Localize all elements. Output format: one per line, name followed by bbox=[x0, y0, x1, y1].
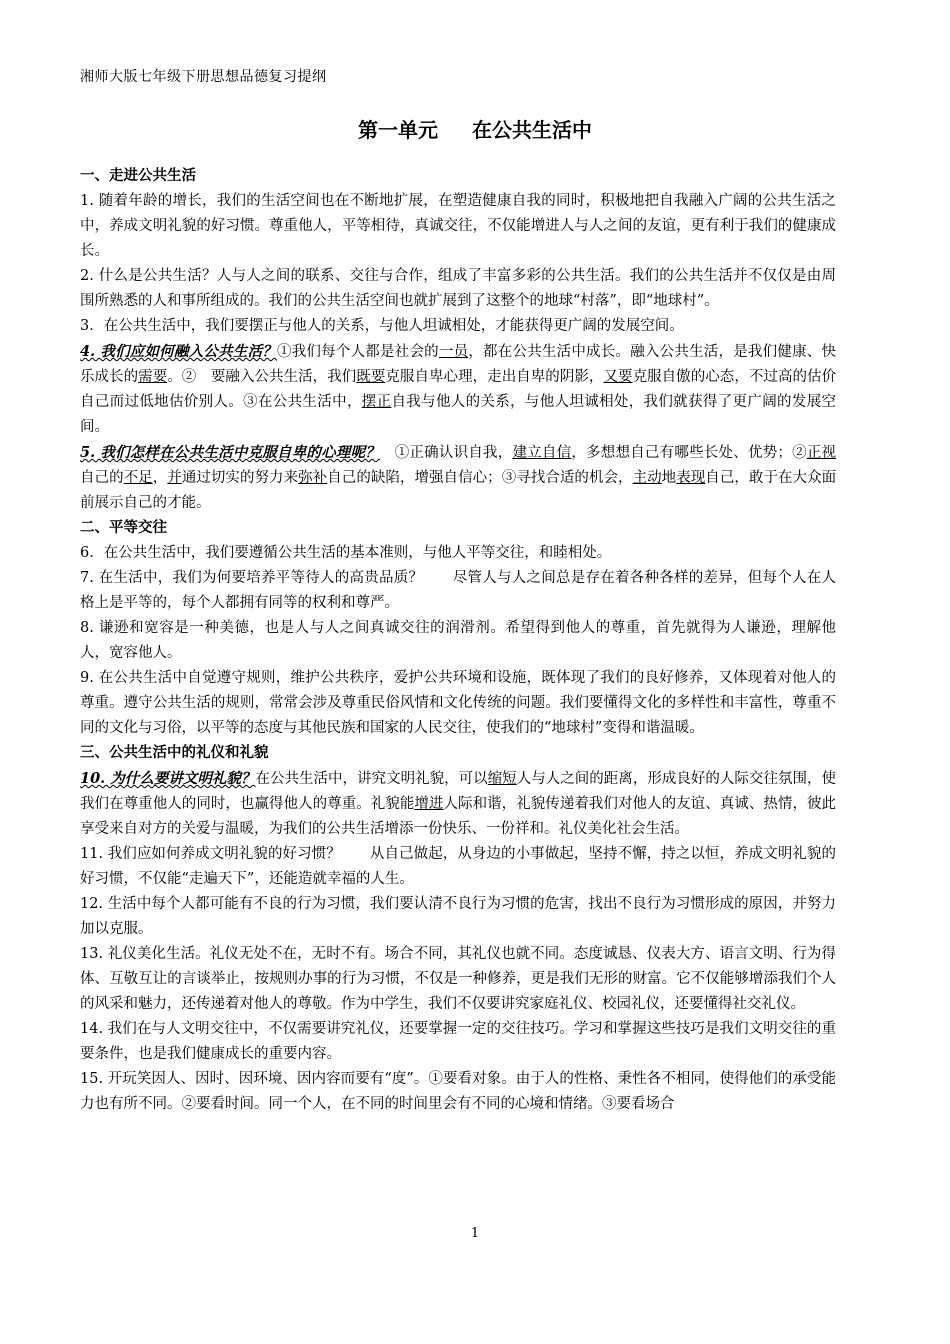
paragraph-9: 9. 在公共生活中自觉遵守规则，维护公共秩序，爱护公共环境和设施，既体现了我们的良好修养，又体现着对他人的尊重。遵守公共生活的规则，常常会涉及尊重民俗风情和文化传统的问题。我们要懂得文化的多样性和丰富性，尊重不同的文化与习俗，以平等的态度与其他民族和国家的人民交往，使我们的“地球村”变得和谐温暖。 bbox=[80, 670, 836, 736]
unit-number: 第一单元 bbox=[358, 118, 438, 142]
keyword: 增进 bbox=[414, 796, 444, 812]
paragraph-1: 1. 随着年龄的增长，我们的生活空间也在不断地扩展，在塑造健康自我的同时，积极地把自我融入广阔的公共生活之中，养成文明礼貌的好习惯。尊重他人，平等相待，真诚交往，不仅能增进人与人之间的友谊，更有利于我们的健康成长。 bbox=[80, 193, 836, 259]
paragraph-4: 4. 我们应如何融入公共生活？①我们每个人都是社会的一员，都在公共生活中成长。融入公共生活，是我们健康、快乐成长的需要。② 要融入公共生活，我们既要克服自卑心理，走出自卑的阴影，又要克服自傲的心态，不过高的估价自己而过低地估价别人。③在公共生活中，摆正自我与他人的关系，与他人坦诚相处，我们就获得了更广阔的发展空间。 bbox=[80, 343, 837, 435]
keyword: 正视 bbox=[806, 445, 837, 461]
keyword: 摆正 bbox=[361, 394, 392, 410]
keyword: 既要 bbox=[356, 369, 386, 385]
unit-name: 在公共生活中 bbox=[472, 118, 592, 142]
paragraph-3: 3．在公共生活中，我们要摆正与他人的关系，与他人坦诚相处，才能获得更广阔的发展空间。 bbox=[80, 318, 684, 334]
paragraph-13: 13. 礼仪美化生活。礼仪无处不在，无时不有。场合不同，其礼仪也就不同。态度诚恳、仪表大方、语言文明、行为得体、互敬互让的言谈举止，按规则办事的行为习惯，不仅是一种修养，更是我们无形的财富。它不仅能够增添我们个人的风采和魅力，还传递着对他人的尊敬。作为中学生，我们不仅要讲究家庭礼仪、校园礼仪，还要懂得社交礼仪。 bbox=[80, 946, 836, 1012]
question-10: 10. 为什么要讲文明礼貌？ bbox=[80, 770, 256, 787]
document-header: 湘师大版七年级下册思想品德复习提纲 bbox=[80, 69, 327, 85]
keyword: 需要 bbox=[138, 369, 168, 385]
keyword: 缩短 bbox=[487, 771, 517, 787]
paragraph-12: 12. 生活中每个人都可能有不良的行为习惯，我们要认清不良行为习惯的危害，找出不良行为习惯形成的原因，并努力加以克服。 bbox=[80, 896, 836, 937]
question-5: 5. 我们怎样在公共生活中克服自卑的心理呢？ bbox=[80, 444, 381, 461]
unit-title bbox=[0, 114, 950, 143]
paragraph-6: 6．在公共生活中，我们要遵循公共生活的基本准则，与他人平等交往，和睦相处。 bbox=[80, 545, 612, 561]
question-4: 4. 我们应如何融入公共生活？ bbox=[80, 343, 277, 360]
section-heading-2: 二、平等交往 bbox=[80, 520, 167, 536]
keyword: 主动 bbox=[632, 470, 662, 486]
keyword: 弥补 bbox=[298, 470, 328, 486]
page-number: 1 bbox=[470, 1226, 480, 1241]
paragraph-15: 15. 开玩笑因人、因时、因环境、因内容而要有“度”。①要看对象。由于人的性格、秉性各不相同，使得他们的承受能力也有所不同。②要看时间。同一个人，在不同的时间里会有不同的心境和情绪。③要看场合 bbox=[80, 1071, 836, 1112]
section-heading-3: 三、公共生活中的礼仪和礼貌 bbox=[80, 745, 269, 761]
paragraph-8: 8. 谦逊和宽容是一种美德，也是人与人之间真诚交往的润滑剂。希望得到他人的尊重，首先就得为人谦逊，理解他人，宽容他人。 bbox=[80, 620, 836, 661]
document-body bbox=[80, 164, 836, 1117]
keyword: 又要 bbox=[603, 369, 633, 385]
keyword: 并 bbox=[167, 470, 182, 486]
paragraph-10: 10. 为什么要讲文明礼貌？在公共生活中，讲究文明礼貌，可以缩短人与人之间的距离，形成良好的人际交往氛围，使我们在尊重他人的同时，也赢得他人的尊重。礼貌能增进人际和谐，礼貌传递着我们对他人的友谊、真诚、热情，彼此享受来自对方的关爱与温暖，为我们的公共生活增添一份快乐、一份祥和。礼仪美化社会生活。 bbox=[80, 770, 837, 837]
keyword: 一员 bbox=[438, 344, 469, 360]
paragraph-14: 14. 我们在与人文明交往中，不仅需要讲究礼仪，还要掌握一定的交往技巧。学习和掌握这些技巧是我们文明交往的重要条件，也是我们健康成长的重要内容。 bbox=[80, 1021, 836, 1062]
paragraph-7: 7. 在生活中，我们为何要培养平等待人的高贵品质？ 尽管人与人之间总是存在着各种各样的差异，但每个人在人格上是平等的，每个人都拥有同等的权利和尊严。 bbox=[80, 570, 836, 611]
keyword: 建立自信 bbox=[512, 445, 572, 461]
keyword: 不足 bbox=[123, 470, 153, 486]
paragraph-11: 11. 我们应如何养成文明礼貌的好习惯？ 从自己做起，从身边的小事做起，坚持不懈，持之以恒，养成文明礼貌的好习惯，不仅能“走遍天下”，还能造就幸福的人生。 bbox=[80, 846, 836, 887]
section-heading-1: 一、走进公共生活 bbox=[80, 168, 196, 184]
paragraph-2: 2. 什么是公共生活？人与人之间的联系、交往与合作，组成了丰富多彩的公共生活。我们的公共生活并不仅仅是由周围所熟悉的人和事所组成的。我们的公共生活空间也就扩展到了这整个的地球“村落”，即“地球村”。 bbox=[80, 268, 836, 309]
paragraph-5: 5. 我们怎样在公共生活中克服自卑的心理呢？ ①正确认识自我，建立自信，多想想自己有哪些长处、优势；②正视自己的不足，并通过切实的努力来弥补自己的缺陷，增强自信心；③寻找合适的机会，主动地表现自己，敢于在大众面前展示自己的才能。 bbox=[80, 444, 837, 511]
keyword: 表现 bbox=[676, 470, 706, 486]
